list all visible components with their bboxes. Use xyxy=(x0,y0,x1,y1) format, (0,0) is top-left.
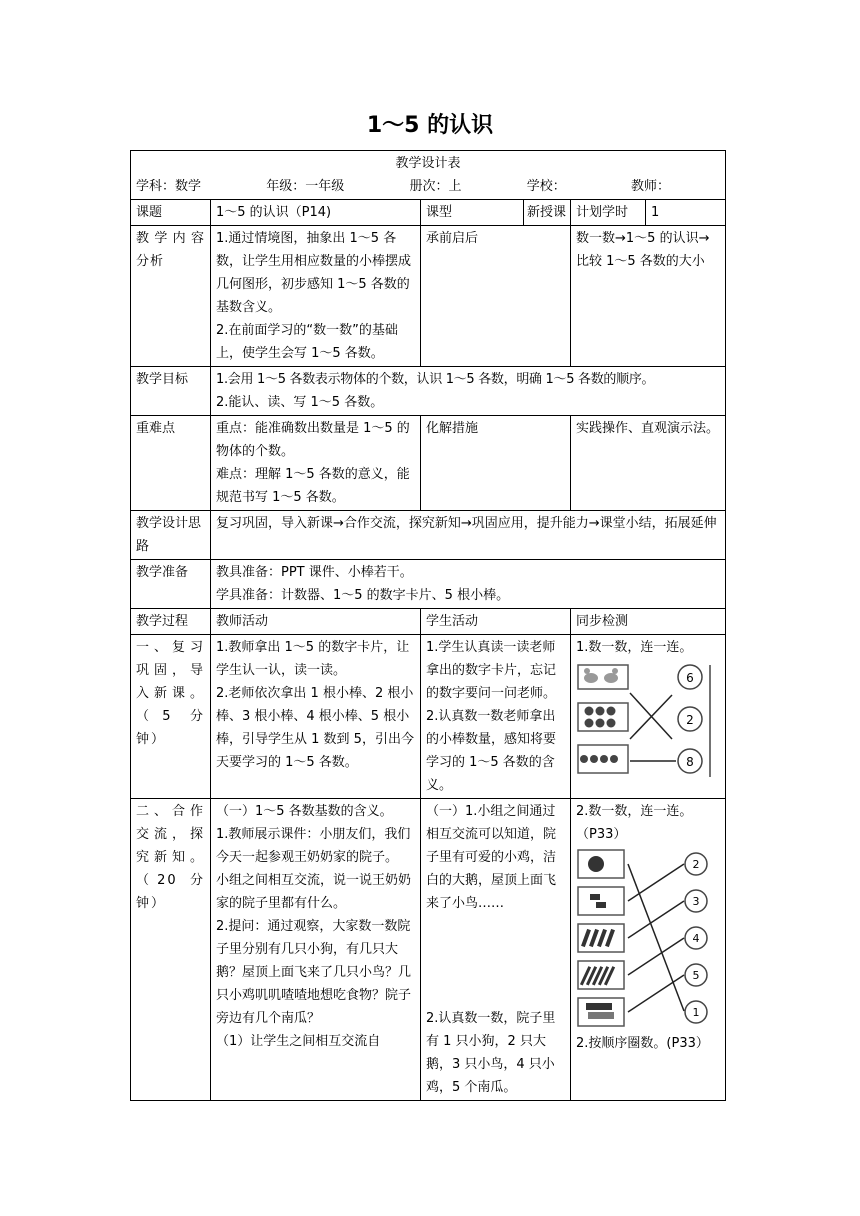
meta-school: 学校： xyxy=(526,179,566,194)
meta-line xyxy=(136,175,720,198)
stage1-label: 一、复习巩固，导入新课。（5 分钟） xyxy=(131,635,211,799)
key-text xyxy=(211,416,421,511)
link-label: 承前启后 xyxy=(421,226,571,367)
topic-value: 1～5 的认识（P14) xyxy=(211,200,421,226)
key-p1: 重点：能准确数出数量是 1～5 的物体的个数。 xyxy=(216,421,410,459)
goals-row xyxy=(131,367,726,416)
animal-icon xyxy=(584,668,618,683)
type-label: 课型 xyxy=(421,200,524,226)
meta-grade: 年级：一年级 xyxy=(266,179,345,194)
goals-label: 教学目标 xyxy=(131,367,211,416)
hours-label: 计划学时 xyxy=(571,200,646,226)
number-label: 4 xyxy=(692,932,700,945)
page-title: 1～5 的认识 xyxy=(366,113,494,138)
match-exercise-2 xyxy=(576,846,718,1032)
picture-box xyxy=(578,703,628,731)
measure-value: 实践操作、直观演示法。 xyxy=(571,416,726,511)
stage2-teacher-p2: 小组之间相互交流，说一说王奶奶家的院子里都有什么。 xyxy=(216,873,412,911)
stage2-student-p2: 2.认真数一数，院子里有 1 只小狗，2 只大鹅，3 只小鸟，4 只小鸡，5 个南瓜。 xyxy=(426,1011,556,1095)
number-label: 1 xyxy=(692,1006,700,1019)
idea-label: 教学设计思路 xyxy=(131,511,211,560)
stage1-teacher xyxy=(211,635,421,799)
stage1-student-p2: 2.认真数一数老师拿出的小棒数量，感知将要学习的 1～5 各数的含义。 xyxy=(426,709,557,793)
stage1-check-p1: 1.数一数，连一连。 xyxy=(576,640,693,655)
prep-p2: 学具准备：计数器、1～5 的数字卡片、5 根小棒。 xyxy=(216,588,510,603)
topic-label: 课题 xyxy=(131,200,211,226)
stage1-student-p1: 1.学生认真读一读老师拿出的数字卡片，忘记的数字要问一问老师。 xyxy=(426,640,557,701)
key-p2: 难点：理解 1～5 各数的意义，能规范书写 1～5 各数。 xyxy=(216,467,410,505)
match-line xyxy=(628,864,684,1011)
stage1-student xyxy=(421,635,571,799)
stage1-teacher-p2: 2.老师依次拿出 1 根小棒、2 根小棒、3 根小棒、4 根小棒、5 根小棒，引导学生从 1 数到 5，引出今天要学习的 1～5 各数。 xyxy=(216,686,414,770)
goals-text xyxy=(211,367,726,416)
match-line xyxy=(628,864,684,901)
number-label: 6 xyxy=(686,671,694,685)
number-label: 3 xyxy=(692,895,700,908)
meta-subject: 学科：数学 xyxy=(136,179,202,194)
link-value: 数一数→1～5 的认识→比较 1～5 各数的大小 xyxy=(571,226,726,367)
stage2-label: 二、合作交流，探究新知。（20 分钟） xyxy=(131,799,211,1101)
type-value: 新授课 xyxy=(524,200,571,226)
number-label: 8 xyxy=(686,755,694,769)
stage2-row xyxy=(131,799,726,1101)
stage2-teacher-p3: 2.提问：通过观察，大家数一数院子里分别有几只小狗，有几只大鹅？屋顶上面飞来了几只小鸟？几只小鸡叽叽喳喳地想吃食物？院子旁边有几个南瓜？ xyxy=(216,919,412,1026)
process-col-stage: 教学过程 xyxy=(131,609,211,635)
stage2-teacher-h: （一）1～5 各数基数的含义。 xyxy=(216,804,393,819)
stage1-row xyxy=(131,635,726,799)
match-line xyxy=(628,901,684,938)
stage2-teacher xyxy=(211,799,421,1101)
prep-label: 教学准备 xyxy=(131,560,211,609)
key-row xyxy=(131,416,726,511)
stage2-check-p2: 2.按顺序圈数。(P33） xyxy=(576,1036,709,1051)
stage1-check xyxy=(571,635,726,799)
process-col-check: 同步检测 xyxy=(571,609,726,635)
table-heading: 教学设计表 xyxy=(395,156,461,171)
stage2-teacher-p4: （1）让学生之间相互交流自 xyxy=(216,1034,381,1049)
content-row xyxy=(131,226,726,367)
prep-text xyxy=(211,560,726,609)
content-p1: 1.通过情境图，抽象出 1～5 各数，让学生用相应数量的小棒摆成几何图形，初步感知 1～5 各数的基数含义。 xyxy=(216,231,412,315)
ball-icon xyxy=(580,707,618,764)
process-col-teacher: 教师活动 xyxy=(211,609,421,635)
stage2-check-p1: 2.数一数，连一连。（P33） xyxy=(576,804,693,842)
match-line xyxy=(628,938,684,975)
number-label: 2 xyxy=(692,858,700,871)
stage1-teacher-p1: 1.教师拿出 1～5 的数字卡片，让学生认一认，读一读。 xyxy=(216,640,410,678)
topic-row xyxy=(131,200,726,226)
content-p2: 2.在前面学习的“数一数”的基础上，使学生会写 1～5 各数。 xyxy=(216,323,398,361)
meta-volume: 册次：上 xyxy=(409,179,462,194)
key-label: 重难点 xyxy=(131,416,211,511)
process-header-row xyxy=(131,609,726,635)
stage2-student xyxy=(421,799,571,1101)
table-heading-row xyxy=(131,151,726,200)
match-exercise-1 xyxy=(576,659,718,781)
idea-row xyxy=(131,511,726,560)
number-label: 2 xyxy=(686,713,694,727)
number-label: 5 xyxy=(692,969,700,982)
stage2-teacher-p1: 1.教师展示课件：小朋友们，我们今天一起参观王奶奶家的院子。 xyxy=(216,827,411,865)
match-line xyxy=(628,975,684,1012)
content-label: 教学内容分析 xyxy=(131,226,211,367)
idea-text: 复习巩固，导入新课→合作交流，探究新知→巩固应用，提升能力→课堂小结，拓展延伸 xyxy=(211,511,726,560)
stage2-check xyxy=(571,799,726,1101)
meta-teacher: 教师： xyxy=(631,179,671,194)
object-icon xyxy=(580,856,615,1019)
process-col-student: 学生活动 xyxy=(421,609,571,635)
hours-value: 1 xyxy=(646,200,726,226)
picture-box xyxy=(578,887,624,915)
lesson-design-table xyxy=(130,150,726,1101)
goals-p1: 1.会用 1～5 各数表示物体的个数，认识 1～5 各数，明确 1～5 各数的顺序。 xyxy=(216,372,655,387)
prep-row xyxy=(131,560,726,609)
measure-label: 化解措施 xyxy=(421,416,571,511)
content-text xyxy=(211,226,421,367)
stage2-student-p1: （一）1.小组之间通过相互交流可以知道，院子里有可爱的小鸡，洁白的大鹅，屋顶上面飞来了小鸟…… xyxy=(426,804,557,911)
prep-p1: 教具准备：PPT 课件、小棒若干。 xyxy=(216,565,413,580)
goals-p2: 2.能认、读、写 1～5 各数。 xyxy=(216,395,384,410)
